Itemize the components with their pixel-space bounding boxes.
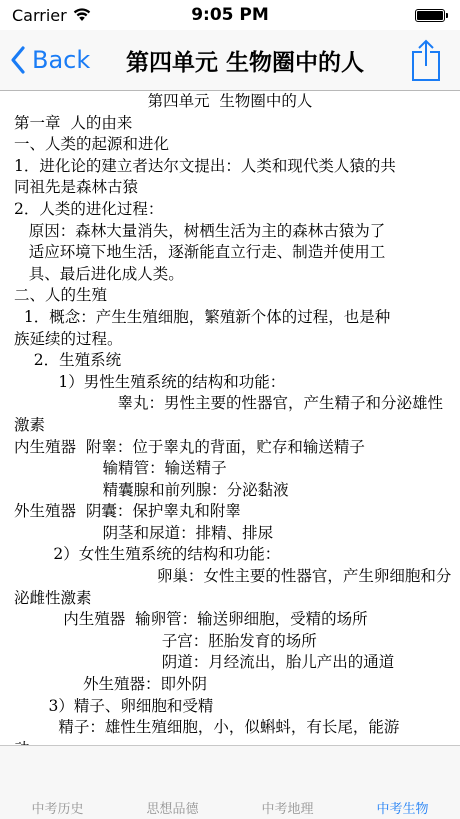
content-line: 内生殖器 输卵管：输送卵细胞，受精的场所	[14, 610, 368, 629]
page-title: 第四单元 生物圈中的人	[125, 49, 364, 76]
content-line: 第一章 人的由来	[14, 113, 133, 132]
tab-geography[interactable]: 中考地理	[261, 802, 314, 817]
chevron-left-icon	[10, 46, 26, 74]
content-line: 子宫：胚胎发育的场所	[14, 631, 317, 650]
tab-history[interactable]: 中考历史	[31, 802, 84, 817]
content-line: 外生殖器 阴囊：保护睾丸和附睾	[14, 502, 241, 521]
tab-bar	[0, 745, 460, 819]
content-line: 精囊腺和前列腺：分泌黏液	[14, 480, 289, 499]
status-time: 9:05 PM	[191, 5, 269, 25]
content-line: 1）男性生殖系统的结构和功能：	[14, 372, 286, 391]
tab-biology[interactable]: 中考生物	[376, 802, 429, 817]
content-line: 同祖先是森林古猿	[14, 178, 139, 197]
back-label: Back	[32, 46, 91, 74]
back-button[interactable]	[10, 30, 90, 90]
content-line: 外生殖器：即外阴	[14, 675, 207, 694]
carrier-label: Carrier	[12, 5, 67, 25]
battery-fill	[417, 11, 443, 20]
content-line: 阴茎和尿道：排精、排尿	[14, 523, 274, 542]
content-line: 二、人的生殖	[14, 286, 108, 305]
content-line: 内生殖器 附睾：位于睾丸的背面，贮存和输送精子	[14, 437, 365, 456]
content-line: 2．生殖系统	[14, 351, 122, 370]
content-line: 输精管：输送精子	[14, 459, 227, 478]
article-content[interactable]	[0, 91, 460, 745]
navigation-bar	[0, 30, 460, 91]
content-line: 3）精子、卵细胞和受精	[14, 696, 214, 715]
content-heading: 第四单元 生物圈中的人	[147, 92, 313, 110]
content-line: 族延续的过程。	[14, 329, 123, 348]
content-line: 适应环境下地生活，逐渐能直立行走、制造并使用工	[14, 243, 386, 262]
content-line: 2）女性生殖系统的结构和功能：	[14, 545, 281, 564]
content-line: 泌雌性激素	[14, 588, 92, 607]
content-line: 一、人类的起源和进化	[14, 135, 170, 154]
content-line: 原因：森林大量消失，树栖生活为主的森林古猿为了	[14, 221, 386, 240]
content-line: 1．概念：产生生殖细胞，繁殖新个体的过程，也是种	[14, 307, 391, 326]
battery-icon	[415, 9, 448, 22]
content-line: 睾丸：男性主要的性器官，产生精子和分泌雄性	[14, 394, 443, 413]
content-line: 阴道：月经流出，胎儿产出的通道	[14, 653, 395, 672]
content-line: 1．进化论的建立者达尔文提出：人类和现代类人猿的共	[14, 156, 396, 175]
tab-ethics[interactable]: 思想品德	[146, 802, 199, 817]
content-line: 激素	[14, 415, 46, 434]
content-line: 精子：雄性生殖细胞，小，似蝌蚪，有长尾，能游	[14, 718, 400, 737]
content-line: 卵巢：女性主要的性器官，产生卵细胞和分	[14, 567, 452, 586]
content-line: 2．人类的进化过程：	[14, 199, 164, 218]
status-left	[12, 6, 91, 25]
wifi-icon	[73, 8, 91, 22]
content-line: 具、最后进化成人类。	[14, 264, 184, 283]
status-bar	[0, 0, 460, 30]
share-icon[interactable]	[410, 38, 442, 82]
